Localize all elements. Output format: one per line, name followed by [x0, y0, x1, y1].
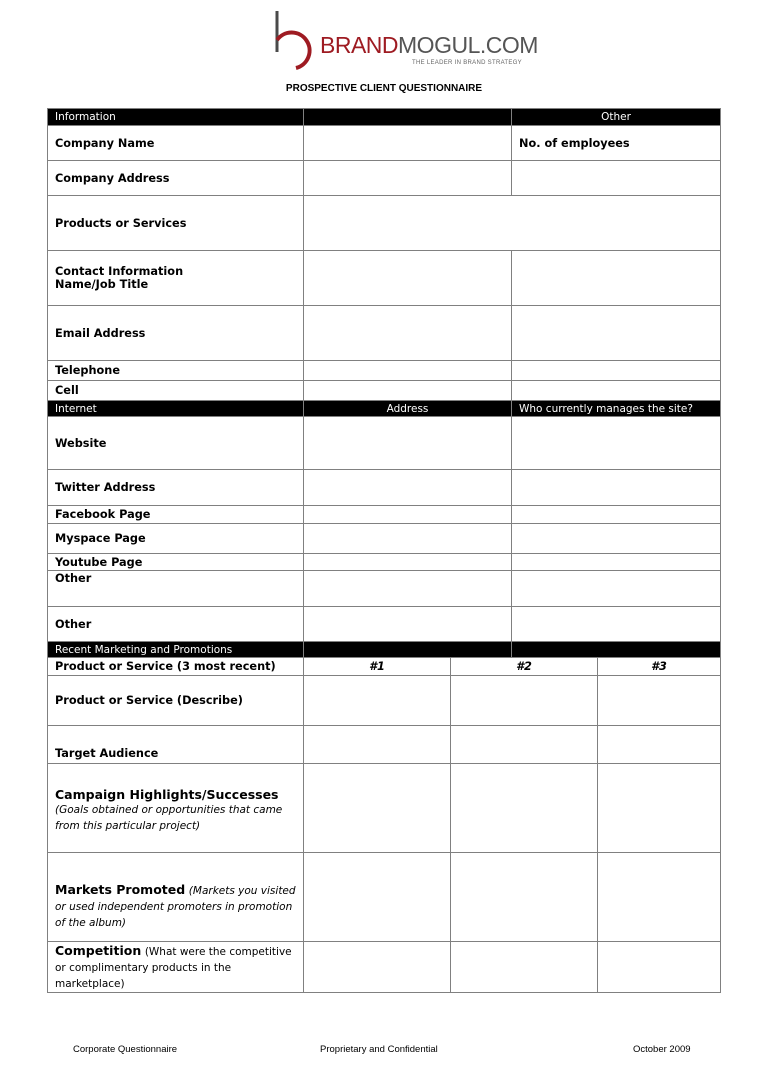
employees-field[interactable]	[512, 161, 721, 196]
company-name-field[interactable]	[304, 126, 512, 161]
website-manager-field[interactable]	[512, 417, 721, 470]
contact-other-field[interactable]	[512, 251, 721, 306]
other1-manager-field[interactable]	[512, 571, 721, 607]
logo-tagline: THE LEADER IN BRAND STRATEGY	[412, 60, 522, 66]
twitter-row	[48, 470, 721, 506]
cell-field[interactable]	[304, 381, 512, 401]
myspace-label: Myspace Page	[48, 524, 304, 554]
questionnaire-form	[47, 108, 720, 993]
products-label: Products or Services	[48, 196, 304, 251]
target-field-3[interactable]	[598, 726, 721, 764]
facebook-manager-field[interactable]	[512, 506, 721, 524]
competition-label	[48, 942, 304, 993]
website-address-field[interactable]	[304, 417, 512, 470]
markets-field-1[interactable]	[304, 853, 451, 942]
youtube-row	[48, 554, 721, 571]
cell-row	[48, 381, 721, 401]
marketing-header-blank-2	[512, 642, 721, 658]
products-row	[48, 196, 721, 251]
employees-label: No. of employees	[512, 126, 721, 161]
col3-header: #3	[598, 658, 721, 676]
facebook-label: Facebook Page	[48, 506, 304, 524]
other1-label: Other	[48, 571, 304, 607]
internet-header: Internet	[48, 401, 304, 417]
target-field-2[interactable]	[451, 726, 598, 764]
describe-row	[48, 676, 721, 726]
competition-row	[48, 942, 721, 993]
internet-header-row	[48, 401, 721, 417]
company-address-row	[48, 161, 721, 196]
myspace-manager-field[interactable]	[512, 524, 721, 554]
myspace-address-field[interactable]	[304, 524, 512, 554]
contact-field[interactable]	[304, 251, 512, 306]
info-header-row	[48, 109, 721, 126]
logo-wordmark: BRANDMOGUL.COM	[320, 32, 538, 58]
footer-center: Proprietary and Confidential	[320, 1044, 438, 1055]
campaign-label-bold: Campaign Highlights/Successes	[55, 786, 279, 802]
telephone-label: Telephone	[48, 361, 304, 381]
contact-row	[48, 251, 721, 306]
contact-label	[48, 251, 304, 306]
competition-field-3[interactable]	[598, 942, 721, 993]
col1-header: #1	[304, 658, 451, 676]
markets-label-detail: (Markets you visited or used independent promoters in promotion of the album)	[55, 884, 296, 929]
cell-other-field[interactable]	[512, 381, 721, 401]
email-other-field[interactable]	[512, 306, 721, 361]
target-field-1[interactable]	[304, 726, 451, 764]
email-label: Email Address	[48, 306, 304, 361]
products-field[interactable]	[304, 196, 721, 251]
marketing-header: Recent Marketing and Promotions	[48, 642, 304, 658]
describe-field-2[interactable]	[451, 676, 598, 726]
other2-row	[48, 607, 721, 642]
website-label: Website	[48, 417, 304, 470]
youtube-manager-field[interactable]	[512, 554, 721, 571]
logo-mark-icon	[270, 10, 318, 72]
campaign-row	[48, 764, 721, 853]
describe-label: Product or Service (Describe)	[48, 676, 304, 726]
competition-field-1[interactable]	[304, 942, 451, 993]
campaign-field-2[interactable]	[451, 764, 598, 853]
telephone-field[interactable]	[304, 361, 512, 381]
markets-label-bold: Markets Promoted	[55, 881, 186, 897]
twitter-label: Twitter Address	[48, 470, 304, 506]
campaign-field-1[interactable]	[304, 764, 451, 853]
youtube-label: Youtube Page	[48, 554, 304, 571]
info-header-other: Other	[512, 109, 721, 126]
company-address-label: Company Address	[48, 161, 304, 196]
campaign-label-detail: (Goals obtained or opportunities that came from this particular project)	[55, 803, 283, 832]
info-header-blank	[304, 109, 512, 126]
other2-manager-field[interactable]	[512, 607, 721, 642]
facebook-row	[48, 506, 721, 524]
campaign-field-3[interactable]	[598, 764, 721, 853]
other1-row	[48, 571, 721, 607]
other2-label: Other	[48, 607, 304, 642]
youtube-address-field[interactable]	[304, 554, 512, 571]
footer-right: October 2009	[633, 1044, 691, 1055]
company-address-field[interactable]	[304, 161, 512, 196]
recent-row	[48, 658, 721, 676]
company-name-row	[48, 126, 721, 161]
email-row	[48, 306, 721, 361]
myspace-row	[48, 524, 721, 554]
telephone-other-field[interactable]	[512, 361, 721, 381]
brand-logo	[270, 10, 538, 72]
questionnaire-table	[47, 108, 721, 993]
twitter-address-field[interactable]	[304, 470, 512, 506]
telephone-row	[48, 361, 721, 381]
info-header: Information	[48, 109, 304, 126]
markets-label	[48, 853, 304, 942]
campaign-label	[48, 764, 304, 853]
internet-manages-header: Who currently manages the site?	[512, 401, 721, 417]
col2-header: #2	[451, 658, 598, 676]
competition-label-detail: (What were the competitive or complimentary products in the marketplace)	[55, 946, 292, 990]
email-field[interactable]	[304, 306, 512, 361]
other1-address-field[interactable]	[304, 571, 512, 607]
target-label: Target Audience	[48, 726, 304, 764]
markets-row	[48, 853, 721, 942]
footer-left: Corporate Questionnaire	[73, 1044, 178, 1055]
describe-field-1[interactable]	[304, 676, 451, 726]
markets-field-3[interactable]	[598, 853, 721, 942]
website-row	[48, 417, 721, 470]
describe-field-3[interactable]	[598, 676, 721, 726]
competition-label-bold: Competition	[55, 943, 142, 958]
facebook-address-field[interactable]	[304, 506, 512, 524]
recent-label: Product or Service (3 most recent)	[48, 658, 304, 676]
internet-address-header: Address	[304, 401, 512, 417]
competition-field-2[interactable]	[451, 942, 598, 993]
contact-label-line1: Contact Information	[55, 265, 184, 278]
markets-field-2[interactable]	[451, 853, 598, 942]
other2-address-field[interactable]	[304, 607, 512, 642]
page-title: PROSPECTIVE CLIENT QUESTIONNAIRE	[285, 83, 483, 94]
twitter-manager-field[interactable]	[512, 470, 721, 506]
cell-label: Cell	[48, 381, 304, 401]
marketing-header-row	[48, 642, 721, 658]
contact-label-line2: Name/Job Title	[55, 278, 149, 291]
target-row	[48, 726, 721, 764]
marketing-header-blank-1	[304, 642, 512, 658]
company-name-label: Company Name	[48, 126, 304, 161]
